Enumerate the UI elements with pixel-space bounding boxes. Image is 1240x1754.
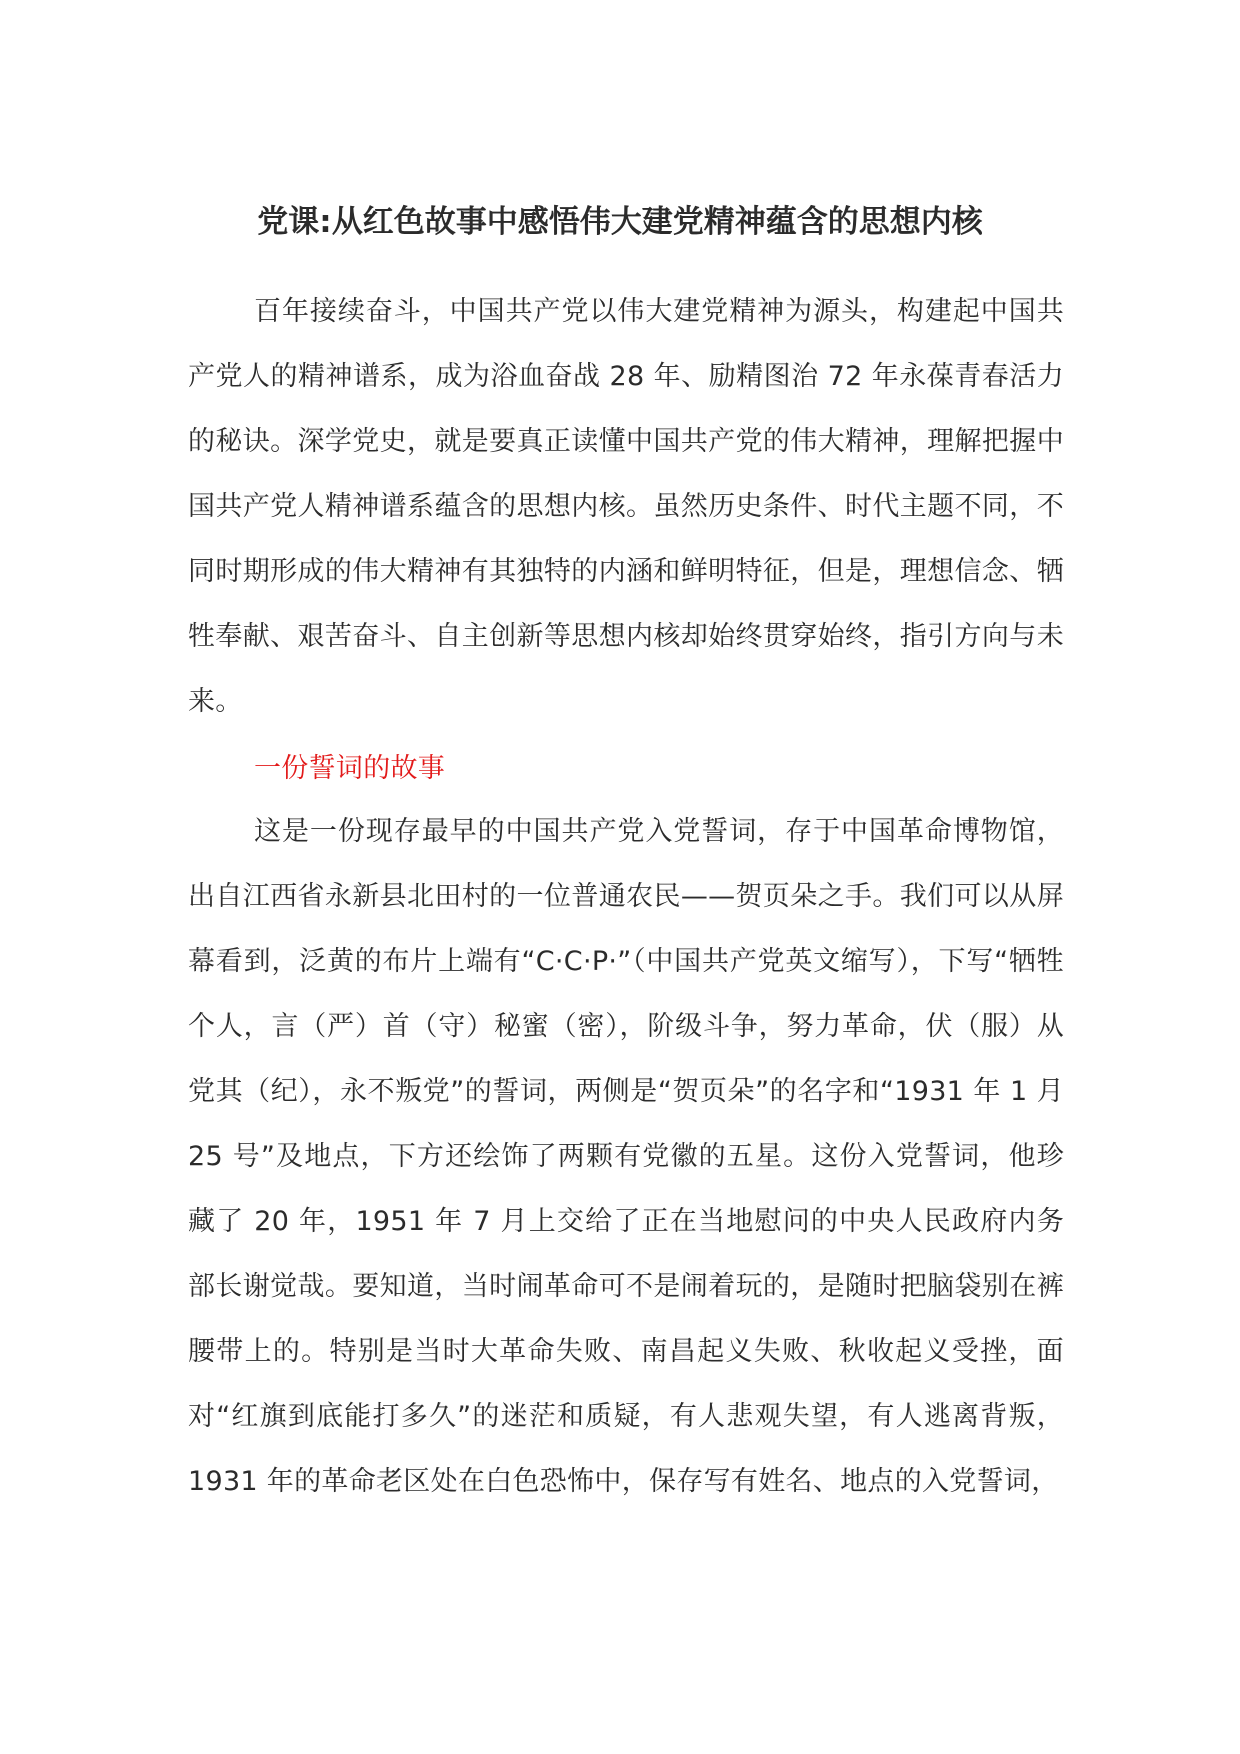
story-paragraph: 这是一份现存最早的中国共产党入党誓词，存于中国革命博物馆，出自江西省永新县北田村的一位普通农民——贺页朵之手。我们可以从屏幕看到，泛黄的布片上端有“C·C·P·”（中国共产党英文缩写），下写“牺牲个人，言（严）首（守）秘蜜（密），阶级斗争，努力革命，伏（服）从党其（纪），永不叛党”的誓词，两侧是“贺页朵”的名字和“1931 年 1 月 25 号”及地点，下方还绘饰了两颗有党徽的五星。这份入党誓词，他珍藏了 20 年，1951 年 7 月上交给了正在当地慰问的中央人民政府内务部长谢觉哉。要知道，当时闹革命可不是闹着玩的，是随时把脑袋别在裤腰带上的。特别是当时大革命失败、南昌起义失败、秋收起义受挫，面对“红旗到底能打多久”的迷茫和质疑，有人悲观失望，有人逃离背叛，1931 年的革命老区处在白色恐怖中，保存写有姓名、地点的入党誓词， bbox=[188, 816, 1064, 1497]
section-heading: 一份誓词的故事 bbox=[254, 753, 446, 784]
document-title: 党课:从红色故事中感悟伟大建党精神蕴含的思想内核 bbox=[257, 204, 983, 240]
intro-paragraph: 百年接续奋斗，中国共产党以伟大建党精神为源头，构建起中国共产党人的精神谱系，成为浴血奋战 28 年、励精图治 72 年永葆青春活力的秘诀。深学党史，就是要真正读懂中国共产党的伟大精神，理解把握中国共产党人精神谱系蕴含的思想内核。虽然历史条件、时代主题不同，不同时期形成的伟大精神有其独特的内涵和鲜明特征，但是，理想信念、牺牲奉献、艰苦奋斗、自主创新等思想内核却始终贯穿始终，指引方向与未来。 bbox=[188, 296, 1064, 717]
